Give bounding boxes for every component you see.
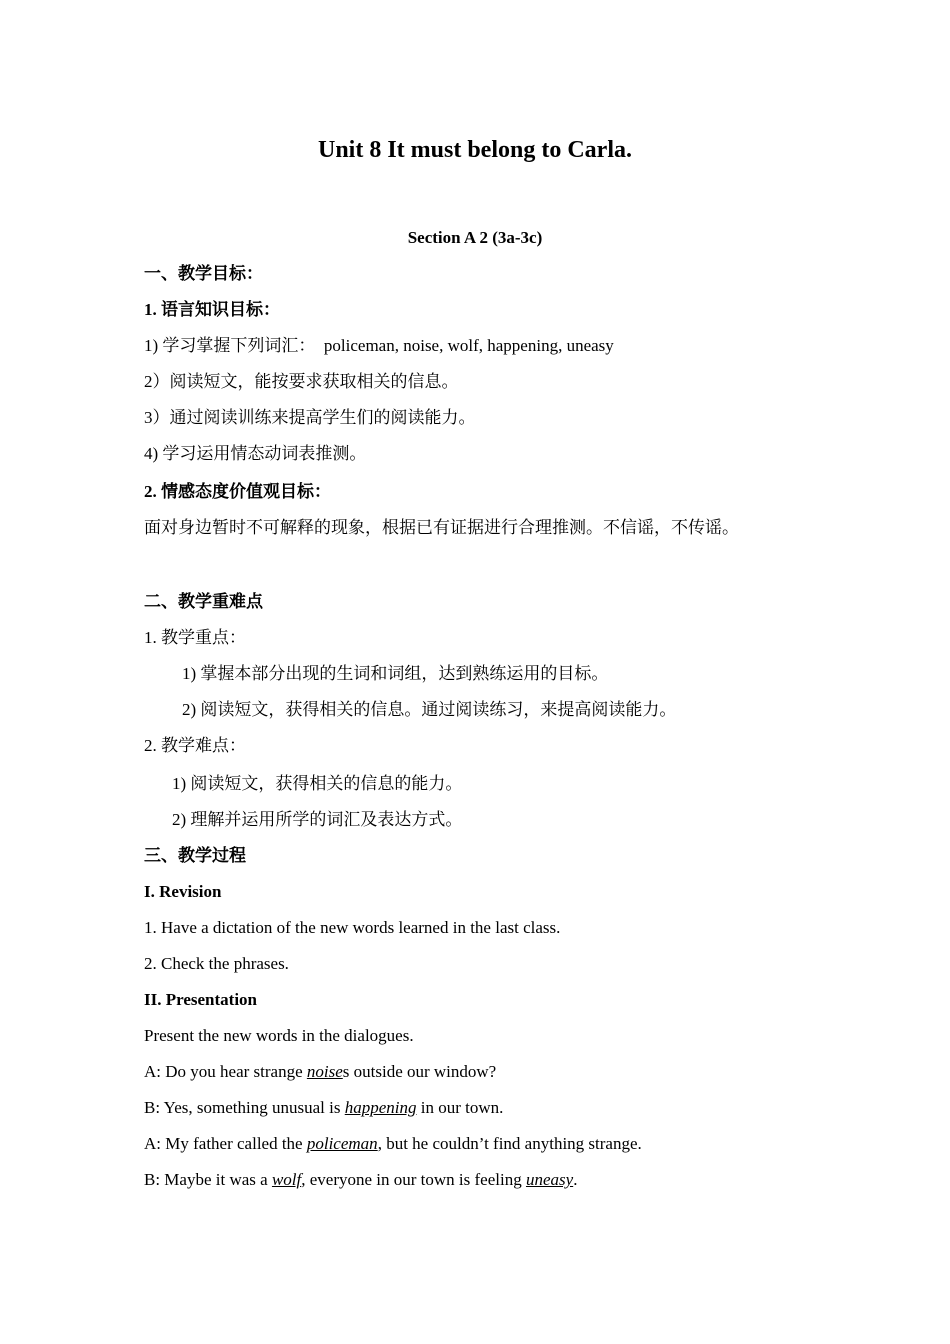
revision-heading: I. Revision <box>144 882 222 901</box>
presentation-heading: II. Presentation <box>144 990 258 1009</box>
revision-step-2: 2. Check the phrases. <box>144 954 289 973</box>
dialogue-text: B: Maybe it was a <box>144 1170 272 1189</box>
dialogue-text: in our town. <box>416 1098 504 1117</box>
dialogue-line <box>144 1166 577 1194</box>
goal-item-4: 4) 学习运用情态动词表推测。 <box>144 444 367 463</box>
key-point-2: 2) 阅读短文，获得相关的信息。通过阅读练习，来提高阅读能力。 <box>182 700 677 719</box>
vocab-word: noise <box>306 1062 343 1081</box>
section-title: Section A 2 (3a-3c) <box>407 228 543 247</box>
goal-item-1: 1) 学习掌握下列词汇： policeman, noise, wolf, happening, uneasy <box>144 336 614 355</box>
subheading-attitude-goals: 2. 情感态度价值观目标： <box>144 482 331 501</box>
dialogue-text: A: My father called the <box>144 1134 307 1153</box>
vocab-word: policeman <box>306 1134 378 1153</box>
dialogue-text: , everyone in our town is feeling <box>301 1170 526 1189</box>
vocab-word: happening <box>344 1098 417 1117</box>
vocab-word: wolf <box>271 1170 302 1189</box>
goal-item-3: 3）通过阅读训练来提高学生们的阅读能力。 <box>144 408 476 427</box>
attitude-goal-text: 面对身边暂时不可解释的现象，根据已有证据进行合理推测。不信谣，不传谣。 <box>144 518 739 537</box>
document-title: Unit 8 It must belong to Carla. <box>317 137 632 163</box>
difficulty-1: 1) 阅读短文，获得相关的信息的能力。 <box>172 774 463 793</box>
subheading-language-goals: 1. 语言知识目标： <box>144 300 280 319</box>
difficulties-label: 2. 教学难点： <box>144 736 246 755</box>
heading-teaching-process: 三、教学过程 <box>144 846 246 865</box>
dialogue-text: s outside our window? <box>342 1062 497 1081</box>
difficulty-2: 2) 理解并运用所学的词汇及表达方式。 <box>172 810 463 829</box>
dialogue-text: . <box>573 1170 578 1189</box>
dialogue-text: , but he couldn’t find anything strange. <box>377 1134 642 1153</box>
vocab-word: uneasy <box>525 1170 574 1189</box>
dialogue-text: A: Do you hear strange <box>144 1062 307 1081</box>
key-points-label: 1. 教学重点： <box>144 628 246 647</box>
dialogue-line <box>144 1130 642 1158</box>
key-point-1: 1) 掌握本部分出现的生词和词组，达到熟练运用的目标。 <box>182 664 609 683</box>
revision-step-1: 1. Have a dictation of the new words learned in the last class. <box>144 918 561 937</box>
heading-teaching-goals: 一、教学目标： <box>144 264 263 283</box>
dialogue-text: B: Yes, something unusual is <box>144 1098 345 1117</box>
heading-key-points: 二、教学重难点 <box>144 592 263 611</box>
presentation-intro: Present the new words in the dialogues. <box>144 1026 414 1045</box>
goal-item-2: 2）阅读短文，能按要求获取相关的信息。 <box>144 372 459 391</box>
dialogue-line <box>144 1058 496 1086</box>
dialogue-line <box>144 1094 503 1122</box>
